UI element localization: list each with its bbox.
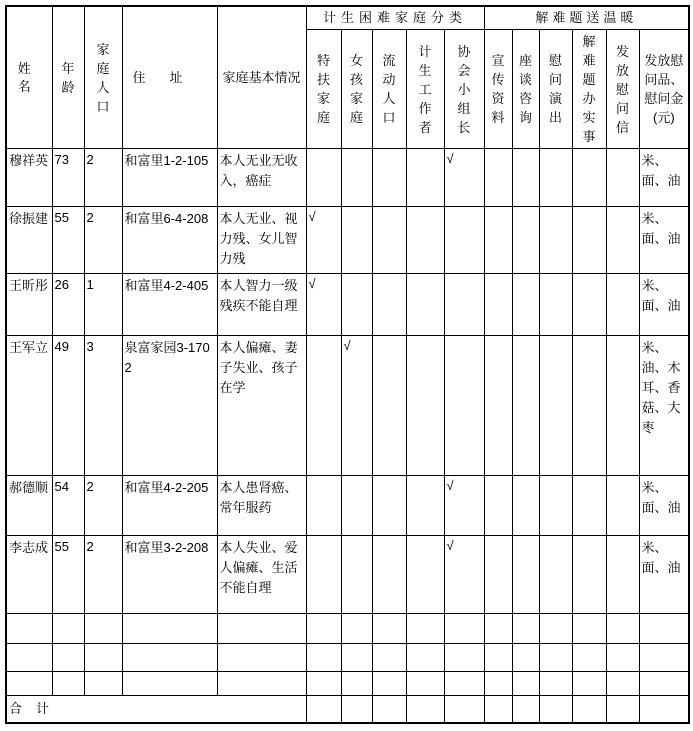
row-name: 郝德顺 bbox=[6, 476, 52, 536]
row-address: 和富里1-2-105 bbox=[122, 149, 217, 207]
table-row bbox=[6, 274, 689, 336]
row-gift: 米、面、油 bbox=[639, 207, 689, 274]
row-situation: 本人失业、爱人偏瘫、生活不能自理 bbox=[217, 536, 306, 614]
table-row bbox=[6, 149, 689, 207]
category-check-cell bbox=[341, 476, 372, 536]
category-checkmark-cell: √ bbox=[444, 149, 484, 207]
empty-row bbox=[6, 614, 689, 644]
empty-cell bbox=[84, 672, 122, 696]
empty-cell bbox=[341, 644, 372, 672]
empty-cell bbox=[341, 672, 372, 696]
total-cell bbox=[639, 696, 689, 724]
category-check-cell bbox=[406, 207, 444, 274]
row-name: 穆祥英 bbox=[6, 149, 52, 207]
empty-cell bbox=[639, 644, 689, 672]
activity-check-cell bbox=[484, 336, 512, 476]
table-body bbox=[6, 149, 689, 696]
empty-cell bbox=[52, 644, 84, 672]
category-check-cell bbox=[306, 336, 341, 476]
row-household: 2 bbox=[84, 536, 122, 614]
empty-cell bbox=[572, 614, 606, 644]
activity-check-cell bbox=[512, 536, 539, 614]
col-header-fp-worker-label: 计生工作者 bbox=[418, 43, 432, 135]
row-gift: 米、面、油 bbox=[639, 536, 689, 614]
activity-check-cell bbox=[539, 536, 572, 614]
total-cell bbox=[572, 696, 606, 724]
empty-cell bbox=[444, 614, 484, 644]
empty-cell bbox=[52, 672, 84, 696]
activity-check-cell bbox=[572, 207, 606, 274]
category-check-cell bbox=[306, 536, 341, 614]
category-check-cell bbox=[372, 476, 406, 536]
total-row bbox=[6, 696, 689, 724]
activity-check-cell bbox=[539, 476, 572, 536]
category-check-cell bbox=[372, 207, 406, 274]
empty-cell bbox=[341, 614, 372, 644]
empty-cell bbox=[406, 672, 444, 696]
col-header-girl-family bbox=[341, 30, 372, 149]
col-header-tefu-family-label: 特扶家庭 bbox=[316, 53, 330, 125]
activity-check-cell bbox=[572, 274, 606, 336]
table-header bbox=[6, 6, 689, 149]
empty-cell bbox=[306, 614, 341, 644]
empty-cell bbox=[406, 644, 444, 672]
empty-cell bbox=[484, 614, 512, 644]
category-check-cell bbox=[372, 536, 406, 614]
col-header-gift-money: 发放慰问品、慰问金(元) bbox=[639, 30, 689, 149]
col-header-letter-label: 发放慰问信 bbox=[616, 43, 630, 135]
empty-cell bbox=[406, 614, 444, 644]
empty-cell bbox=[122, 614, 217, 644]
empty-cell bbox=[539, 644, 572, 672]
empty-row bbox=[6, 672, 689, 696]
col-header-letter bbox=[606, 30, 639, 149]
category-checkmark-cell: √ bbox=[341, 336, 372, 476]
col-header-household bbox=[84, 6, 122, 149]
empty-cell bbox=[606, 614, 639, 644]
category-check-cell bbox=[406, 536, 444, 614]
empty-cell bbox=[444, 644, 484, 672]
category-check-cell bbox=[372, 149, 406, 207]
activity-check-cell bbox=[572, 149, 606, 207]
empty-cell bbox=[512, 644, 539, 672]
assistance-record-table bbox=[5, 5, 690, 724]
empty-cell bbox=[572, 672, 606, 696]
col-header-performance bbox=[539, 30, 572, 149]
empty-cell bbox=[52, 614, 84, 644]
empty-cell bbox=[306, 672, 341, 696]
empty-cell bbox=[639, 614, 689, 644]
col-header-materials bbox=[484, 30, 512, 149]
col-header-name: 姓名 bbox=[6, 6, 52, 149]
empty-cell bbox=[6, 614, 52, 644]
empty-cell bbox=[606, 644, 639, 672]
empty-cell bbox=[444, 672, 484, 696]
col-header-address: 住址 bbox=[122, 6, 217, 149]
category-check-cell bbox=[406, 149, 444, 207]
total-cell bbox=[512, 696, 539, 724]
activity-check-cell bbox=[572, 336, 606, 476]
row-address: 泉富家园3-1702 bbox=[122, 336, 217, 476]
total-cell bbox=[372, 696, 406, 724]
row-situation: 本人偏瘫、妻子失业、孩子在学 bbox=[217, 336, 306, 476]
row-household: 2 bbox=[84, 149, 122, 207]
activity-check-cell bbox=[606, 274, 639, 336]
empty-cell bbox=[512, 672, 539, 696]
row-situation: 本人智力一级残疾不能自理 bbox=[217, 274, 306, 336]
header-group-row bbox=[6, 6, 689, 30]
total-cell bbox=[406, 696, 444, 724]
row-age: 26 bbox=[52, 274, 84, 336]
group-header-category: 计生困难家庭分类 bbox=[306, 6, 484, 30]
empty-cell bbox=[606, 672, 639, 696]
total-label: 合计 bbox=[6, 696, 306, 724]
empty-cell bbox=[217, 644, 306, 672]
category-check-cell bbox=[341, 149, 372, 207]
empty-cell bbox=[512, 614, 539, 644]
table-footer bbox=[6, 696, 689, 724]
empty-cell bbox=[217, 672, 306, 696]
row-age: 55 bbox=[52, 536, 84, 614]
activity-check-cell bbox=[484, 207, 512, 274]
category-check-cell bbox=[406, 274, 444, 336]
table-row bbox=[6, 536, 689, 614]
category-check-cell bbox=[341, 274, 372, 336]
row-household: 1 bbox=[84, 274, 122, 336]
row-address: 和富里3-2-208 bbox=[122, 536, 217, 614]
col-header-age bbox=[52, 6, 84, 149]
row-situation: 本人患肾癌、常年服药 bbox=[217, 476, 306, 536]
table-row bbox=[6, 207, 689, 274]
activity-check-cell bbox=[606, 336, 639, 476]
row-situation: 本人无业、视力残、女儿智力残 bbox=[217, 207, 306, 274]
col-header-age-label: 年龄 bbox=[61, 60, 75, 95]
empty-cell bbox=[572, 644, 606, 672]
row-age: 55 bbox=[52, 207, 84, 274]
activity-check-cell bbox=[484, 149, 512, 207]
empty-cell bbox=[484, 672, 512, 696]
empty-cell bbox=[306, 644, 341, 672]
col-header-household-label: 家庭人口 bbox=[96, 41, 110, 114]
empty-cell bbox=[84, 644, 122, 672]
category-checkmark-cell: √ bbox=[306, 274, 341, 336]
activity-check-cell bbox=[606, 149, 639, 207]
row-household: 2 bbox=[84, 476, 122, 536]
table-row bbox=[6, 336, 689, 476]
category-check-cell bbox=[444, 274, 484, 336]
total-cell bbox=[306, 696, 341, 724]
activity-check-cell bbox=[512, 274, 539, 336]
col-header-girl-family-label: 女孩家庭 bbox=[349, 53, 363, 125]
col-header-solve-problems bbox=[572, 30, 606, 149]
activity-check-cell bbox=[484, 476, 512, 536]
row-name: 徐振建 bbox=[6, 207, 52, 274]
category-check-cell bbox=[306, 149, 341, 207]
activity-check-cell bbox=[539, 149, 572, 207]
col-header-tefu-family bbox=[306, 30, 341, 149]
empty-cell bbox=[6, 644, 52, 672]
row-situation: 本人无业无收入，癌症 bbox=[217, 149, 306, 207]
col-header-consult bbox=[512, 30, 539, 149]
activity-check-cell bbox=[512, 149, 539, 207]
empty-cell bbox=[372, 644, 406, 672]
empty-cell bbox=[6, 672, 52, 696]
row-age: 54 bbox=[52, 476, 84, 536]
row-name: 王昕彤 bbox=[6, 274, 52, 336]
category-check-cell bbox=[372, 336, 406, 476]
category-check-cell bbox=[341, 207, 372, 274]
empty-cell bbox=[484, 644, 512, 672]
category-checkmark-cell: √ bbox=[306, 207, 341, 274]
category-checkmark-cell: √ bbox=[444, 476, 484, 536]
col-header-solve-problems-label: 解难题办实事 bbox=[582, 34, 596, 144]
col-header-performance-label: 慰问演出 bbox=[549, 53, 563, 125]
row-gift: 米、面、油 bbox=[639, 274, 689, 336]
activity-check-cell bbox=[539, 336, 572, 476]
category-check-cell bbox=[306, 476, 341, 536]
col-header-consult-label: 座谈咨询 bbox=[519, 53, 533, 125]
row-gift: 米、面、油 bbox=[639, 149, 689, 207]
empty-cell bbox=[217, 614, 306, 644]
category-checkmark-cell: √ bbox=[444, 536, 484, 614]
row-gift: 米、面、油 bbox=[639, 476, 689, 536]
activity-check-cell bbox=[539, 274, 572, 336]
activity-check-cell bbox=[484, 536, 512, 614]
col-header-fp-worker bbox=[406, 30, 444, 149]
category-check-cell bbox=[406, 476, 444, 536]
category-check-cell bbox=[406, 336, 444, 476]
activity-check-cell bbox=[512, 336, 539, 476]
activity-check-cell bbox=[572, 536, 606, 614]
empty-cell bbox=[122, 644, 217, 672]
col-header-group-leader bbox=[444, 30, 484, 149]
empty-cell bbox=[539, 672, 572, 696]
col-header-group-leader-label: 协会小组长 bbox=[457, 43, 471, 135]
col-header-basic-situation: 家庭基本情况 bbox=[217, 6, 306, 149]
row-household: 3 bbox=[84, 336, 122, 476]
group-header-warmth: 解难题送温暖 bbox=[484, 6, 689, 30]
row-name: 王军立 bbox=[6, 336, 52, 476]
row-name: 李志成 bbox=[6, 536, 52, 614]
total-cell bbox=[539, 696, 572, 724]
empty-cell bbox=[639, 672, 689, 696]
empty-cell bbox=[372, 672, 406, 696]
row-age: 73 bbox=[52, 149, 84, 207]
activity-check-cell bbox=[512, 207, 539, 274]
total-cell bbox=[341, 696, 372, 724]
activity-check-cell bbox=[512, 476, 539, 536]
total-cell bbox=[606, 696, 639, 724]
activity-check-cell bbox=[606, 476, 639, 536]
row-address: 和富里4-2-405 bbox=[122, 274, 217, 336]
empty-cell bbox=[372, 614, 406, 644]
row-household: 2 bbox=[84, 207, 122, 274]
category-check-cell bbox=[444, 207, 484, 274]
empty-cell bbox=[84, 614, 122, 644]
row-address: 和富里4-2-205 bbox=[122, 476, 217, 536]
activity-check-cell bbox=[572, 476, 606, 536]
row-address: 和富里6-4-208 bbox=[122, 207, 217, 274]
category-check-cell bbox=[444, 336, 484, 476]
category-check-cell bbox=[372, 274, 406, 336]
empty-cell bbox=[539, 614, 572, 644]
empty-cell bbox=[122, 672, 217, 696]
activity-check-cell bbox=[484, 274, 512, 336]
col-header-materials-label: 宣传资料 bbox=[491, 53, 505, 125]
total-cell bbox=[484, 696, 512, 724]
category-check-cell bbox=[341, 536, 372, 614]
col-header-migrant-label: 流动人口 bbox=[382, 53, 396, 125]
activity-check-cell bbox=[606, 536, 639, 614]
activity-check-cell bbox=[606, 207, 639, 274]
row-gift: 米、油、木耳、香菇、大枣 bbox=[639, 336, 689, 476]
table-row bbox=[6, 476, 689, 536]
total-cell bbox=[444, 696, 484, 724]
empty-row bbox=[6, 644, 689, 672]
row-age: 49 bbox=[52, 336, 84, 476]
col-header-migrant bbox=[372, 30, 406, 149]
activity-check-cell bbox=[539, 207, 572, 274]
